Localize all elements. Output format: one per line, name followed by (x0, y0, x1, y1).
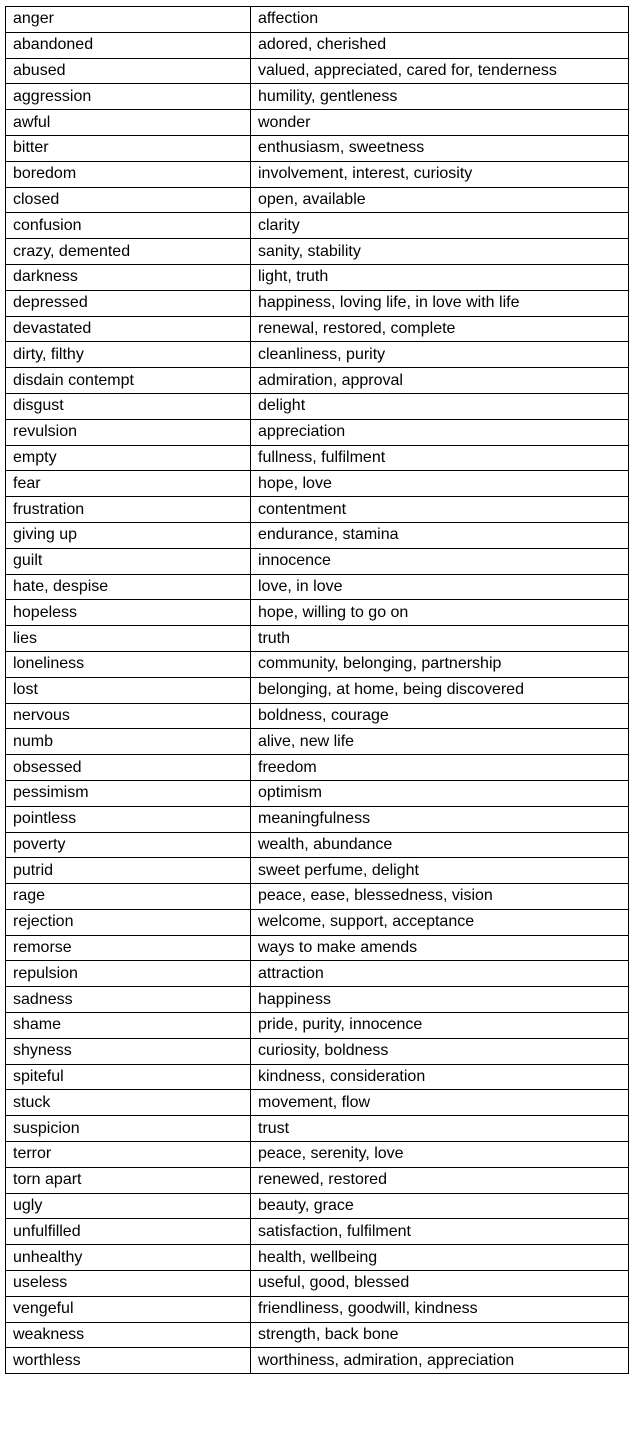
positive-replacement-cell: alive, new life (251, 729, 629, 755)
table-row (6, 1271, 629, 1297)
positive-replacement-cell: meaningfulness (251, 806, 629, 832)
negative-emotion-cell: spiteful (6, 1064, 251, 1090)
positive-replacement-cell: boldness, courage (251, 703, 629, 729)
positive-replacement-cell: open, available (251, 187, 629, 213)
table-row (6, 755, 629, 781)
table-row (6, 961, 629, 987)
table-row (6, 522, 629, 548)
emotion-table (5, 6, 629, 1374)
negative-emotion-cell: confusion (6, 213, 251, 239)
positive-replacement-cell: clarity (251, 213, 629, 239)
positive-replacement-cell: ways to make amends (251, 935, 629, 961)
negative-emotion-cell: loneliness (6, 651, 251, 677)
positive-replacement-cell: hope, love (251, 471, 629, 497)
positive-replacement-cell: light, truth (251, 264, 629, 290)
table-row (6, 290, 629, 316)
positive-replacement-cell: wealth, abundance (251, 832, 629, 858)
table-row (6, 677, 629, 703)
table-row (6, 161, 629, 187)
negative-emotion-cell: fear (6, 471, 251, 497)
negative-emotion-cell: terror (6, 1142, 251, 1168)
positive-replacement-cell: love, in love (251, 574, 629, 600)
negative-emotion-cell: lost (6, 677, 251, 703)
table-row (6, 1296, 629, 1322)
table-row (6, 1219, 629, 1245)
negative-emotion-cell: sadness (6, 987, 251, 1013)
table-row (6, 600, 629, 626)
negative-emotion-cell: aggression (6, 84, 251, 110)
positive-replacement-cell: trust (251, 1116, 629, 1142)
negative-emotion-cell: shame (6, 1013, 251, 1039)
positive-replacement-cell: curiosity, boldness (251, 1038, 629, 1064)
positive-replacement-cell: health, wellbeing (251, 1245, 629, 1271)
positive-replacement-cell: valued, appreciated, cared for, tenderness (251, 58, 629, 84)
negative-emotion-cell: boredom (6, 161, 251, 187)
positive-replacement-cell: renewed, restored (251, 1167, 629, 1193)
positive-replacement-cell: satisfaction, fulfilment (251, 1219, 629, 1245)
table-row (6, 419, 629, 445)
table-row (6, 393, 629, 419)
negative-emotion-cell: bitter (6, 135, 251, 161)
table-row (6, 1064, 629, 1090)
table-row (6, 213, 629, 239)
negative-emotion-cell: closed (6, 187, 251, 213)
table-row (6, 909, 629, 935)
negative-emotion-cell: anger (6, 7, 251, 33)
negative-emotion-cell: shyness (6, 1038, 251, 1064)
table-row (6, 651, 629, 677)
table-row (6, 84, 629, 110)
table-row (6, 1142, 629, 1168)
negative-emotion-cell: stuck (6, 1090, 251, 1116)
positive-replacement-cell: freedom (251, 755, 629, 781)
negative-emotion-cell: nervous (6, 703, 251, 729)
table-row (6, 1348, 629, 1374)
positive-replacement-cell: innocence (251, 548, 629, 574)
negative-emotion-cell: lies (6, 626, 251, 652)
positive-replacement-cell: friendliness, goodwill, kindness (251, 1296, 629, 1322)
negative-emotion-cell: poverty (6, 832, 251, 858)
negative-emotion-cell: unfulfilled (6, 1219, 251, 1245)
positive-replacement-cell: happiness (251, 987, 629, 1013)
positive-replacement-cell: strength, back bone (251, 1322, 629, 1348)
negative-emotion-cell: useless (6, 1271, 251, 1297)
table-row (6, 1193, 629, 1219)
negative-emotion-cell: rage (6, 884, 251, 910)
table-row (6, 135, 629, 161)
negative-emotion-cell: devastated (6, 316, 251, 342)
positive-replacement-cell: beauty, grace (251, 1193, 629, 1219)
positive-replacement-cell: welcome, support, acceptance (251, 909, 629, 935)
table-row (6, 1167, 629, 1193)
positive-replacement-cell: peace, ease, blessedness, vision (251, 884, 629, 910)
table-row (6, 548, 629, 574)
positive-replacement-cell: movement, flow (251, 1090, 629, 1116)
negative-emotion-cell: awful (6, 110, 251, 136)
negative-emotion-cell: torn apart (6, 1167, 251, 1193)
table-row (6, 987, 629, 1013)
negative-emotion-cell: hopeless (6, 600, 251, 626)
negative-emotion-cell: pessimism (6, 780, 251, 806)
table-row (6, 1038, 629, 1064)
negative-emotion-cell: empty (6, 445, 251, 471)
table-row (6, 497, 629, 523)
negative-emotion-cell: obsessed (6, 755, 251, 781)
negative-emotion-cell: worthless (6, 1348, 251, 1374)
negative-emotion-cell: weakness (6, 1322, 251, 1348)
table-row (6, 1116, 629, 1142)
positive-replacement-cell: worthiness, admiration, appreciation (251, 1348, 629, 1374)
positive-replacement-cell: useful, good, blessed (251, 1271, 629, 1297)
positive-replacement-cell: fullness, fulfilment (251, 445, 629, 471)
positive-replacement-cell: optimism (251, 780, 629, 806)
emotion-table-body (6, 7, 629, 1374)
table-row (6, 264, 629, 290)
positive-replacement-cell: appreciation (251, 419, 629, 445)
positive-replacement-cell: endurance, stamina (251, 522, 629, 548)
positive-replacement-cell: enthusiasm, sweetness (251, 135, 629, 161)
negative-emotion-cell: frustration (6, 497, 251, 523)
negative-emotion-cell: guilt (6, 548, 251, 574)
table-row (6, 1245, 629, 1271)
positive-replacement-cell: renewal, restored, complete (251, 316, 629, 342)
positive-replacement-cell: delight (251, 393, 629, 419)
positive-replacement-cell: belonging, at home, being discovered (251, 677, 629, 703)
positive-replacement-cell: wonder (251, 110, 629, 136)
positive-replacement-cell: affection (251, 7, 629, 33)
table-row (6, 884, 629, 910)
positive-replacement-cell: kindness, consideration (251, 1064, 629, 1090)
negative-emotion-cell: vengeful (6, 1296, 251, 1322)
negative-emotion-cell: abused (6, 58, 251, 84)
table-row (6, 316, 629, 342)
negative-emotion-cell: remorse (6, 935, 251, 961)
negative-emotion-cell: pointless (6, 806, 251, 832)
table-row (6, 342, 629, 368)
table-row (6, 832, 629, 858)
table-row (6, 626, 629, 652)
positive-replacement-cell: hope, willing to go on (251, 600, 629, 626)
positive-replacement-cell: humility, gentleness (251, 84, 629, 110)
table-row (6, 7, 629, 33)
table-row (6, 858, 629, 884)
table-row (6, 471, 629, 497)
negative-emotion-cell: hate, despise (6, 574, 251, 600)
table-row (6, 935, 629, 961)
table-row (6, 574, 629, 600)
positive-replacement-cell: happiness, loving life, in love with life (251, 290, 629, 316)
negative-emotion-cell: numb (6, 729, 251, 755)
positive-replacement-cell: sanity, stability (251, 239, 629, 265)
negative-emotion-cell: darkness (6, 264, 251, 290)
positive-replacement-cell: pride, purity, innocence (251, 1013, 629, 1039)
positive-replacement-cell: adored, cherished (251, 32, 629, 58)
negative-emotion-cell: depressed (6, 290, 251, 316)
table-row (6, 239, 629, 265)
table-row (6, 1090, 629, 1116)
table-row (6, 445, 629, 471)
table-row (6, 32, 629, 58)
negative-emotion-cell: repulsion (6, 961, 251, 987)
table-row (6, 58, 629, 84)
positive-replacement-cell: attraction (251, 961, 629, 987)
positive-replacement-cell: sweet perfume, delight (251, 858, 629, 884)
positive-replacement-cell: cleanliness, purity (251, 342, 629, 368)
negative-emotion-cell: rejection (6, 909, 251, 935)
negative-emotion-cell: abandoned (6, 32, 251, 58)
negative-emotion-cell: ugly (6, 1193, 251, 1219)
positive-replacement-cell: peace, serenity, love (251, 1142, 629, 1168)
table-row (6, 110, 629, 136)
table-row (6, 780, 629, 806)
negative-emotion-cell: giving up (6, 522, 251, 548)
negative-emotion-cell: disdain contempt (6, 368, 251, 394)
table-row (6, 187, 629, 213)
positive-replacement-cell: admiration, approval (251, 368, 629, 394)
table-row (6, 806, 629, 832)
positive-replacement-cell: truth (251, 626, 629, 652)
table-row (6, 729, 629, 755)
negative-emotion-cell: crazy, demented (6, 239, 251, 265)
positive-replacement-cell: community, belonging, partnership (251, 651, 629, 677)
negative-emotion-cell: revulsion (6, 419, 251, 445)
negative-emotion-cell: unhealthy (6, 1245, 251, 1271)
table-row (6, 1013, 629, 1039)
table-row (6, 368, 629, 394)
positive-replacement-cell: contentment (251, 497, 629, 523)
table-row (6, 703, 629, 729)
table-row (6, 1322, 629, 1348)
negative-emotion-cell: suspicion (6, 1116, 251, 1142)
positive-replacement-cell: involvement, interest, curiosity (251, 161, 629, 187)
negative-emotion-cell: disgust (6, 393, 251, 419)
negative-emotion-cell: putrid (6, 858, 251, 884)
negative-emotion-cell: dirty, filthy (6, 342, 251, 368)
